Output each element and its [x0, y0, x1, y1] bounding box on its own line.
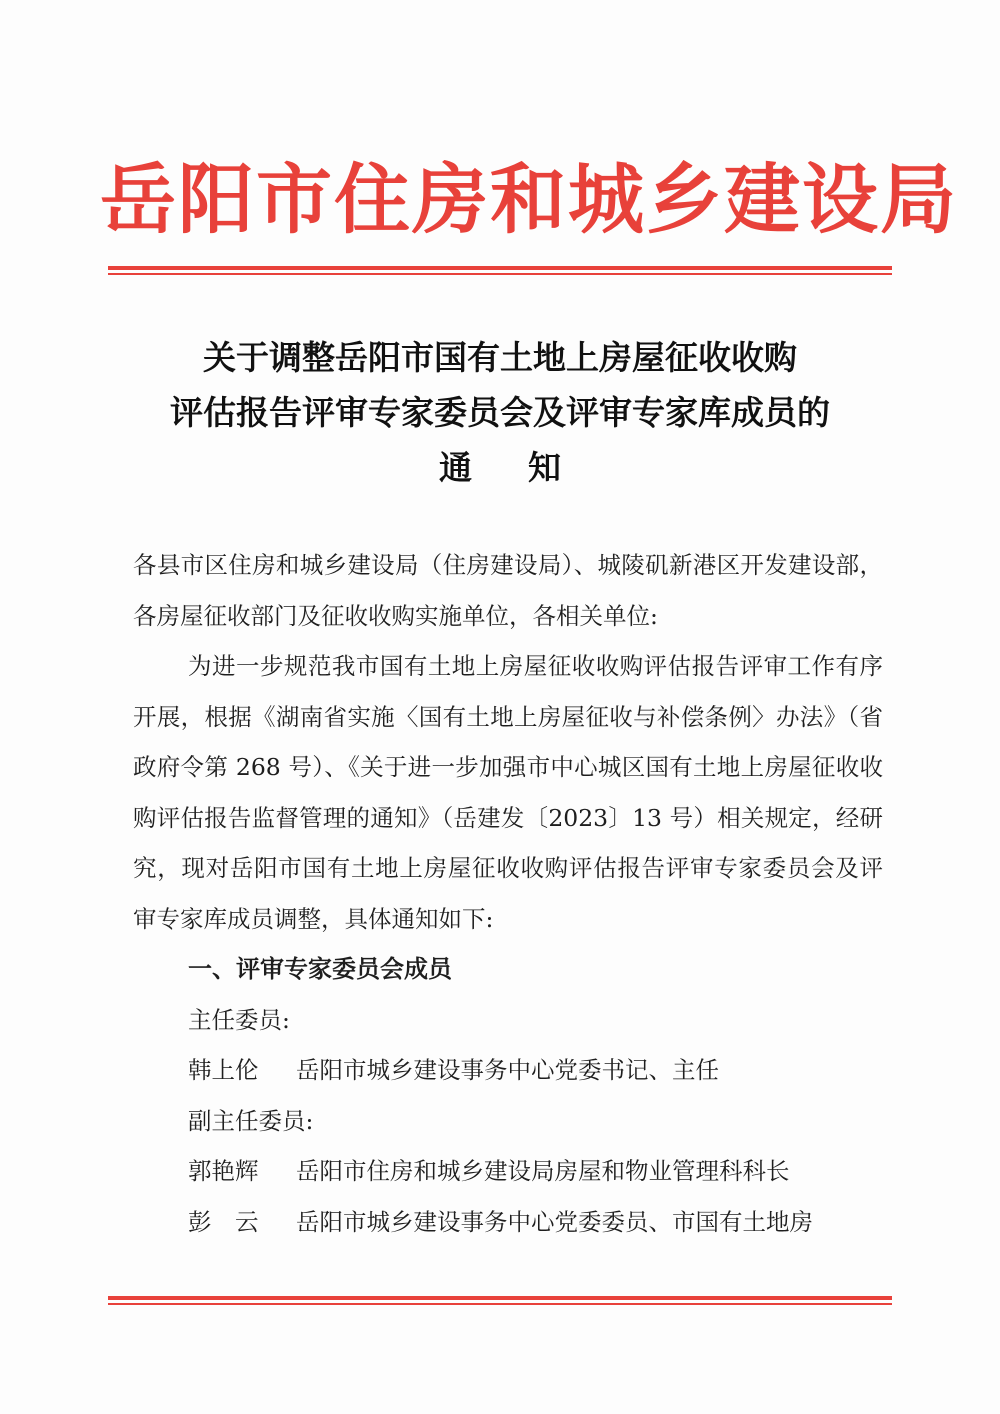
intro-paragraph: 为进一步规范我市国有土地上房屋征收收购评估报告评审工作有序开展，根据《湖南省实施〈国有土地上房屋征收与补偿条例〉办法》（省政府令第 268 号）、《关于进一步加强市中心城区国有土地上房屋征收收购评估报告监督管理的通知》（岳建发〔2023〕13 号）相关规定，经研究，现对岳阳市国有土地上房屋征收收购评估报告评审专家委员会及评审专家库成员调整，具体通知如下:	[133, 652, 883, 933]
member-role: 岳阳市城乡建设事务中心党委书记、主任	[296, 1056, 719, 1084]
member-row	[133, 1197, 883, 1248]
member-name: 郭艳辉	[188, 1157, 259, 1185]
document-title	[100, 330, 900, 495]
member-role: 岳阳市城乡建设事务中心党委委员、市国有土地房	[296, 1207, 813, 1236]
member-row	[133, 1045, 883, 1096]
member-name: 韩上伦	[188, 1056, 259, 1084]
section-heading: 一、评审专家委员会成员	[188, 955, 452, 983]
addressee: 各县市区住房和城乡建设局（住房建设局）、城陵矶新港区开发建设部，各房屋征收部门及征收收购实施单位，各相关单位:	[133, 551, 883, 630]
chair-label: 主任委员:	[188, 1005, 290, 1034]
title-line-1: 关于调整岳阳市国有土地上房屋征收收购	[203, 338, 797, 377]
document-body	[133, 540, 883, 1247]
member-name: 彭 云	[188, 1207, 259, 1236]
letterhead-title: 岳阳市住房和城乡建设局	[100, 155, 958, 244]
member-row	[133, 1146, 883, 1197]
title-line-2: 评估报告评审专家委员会及评审专家库成员的	[170, 393, 830, 432]
vice-chair-label: 副主任委员:	[188, 1106, 314, 1135]
title-line-3: 通知	[439, 448, 617, 487]
member-role: 岳阳市住房和城乡建设局房屋和物业管理科科长	[296, 1157, 790, 1185]
